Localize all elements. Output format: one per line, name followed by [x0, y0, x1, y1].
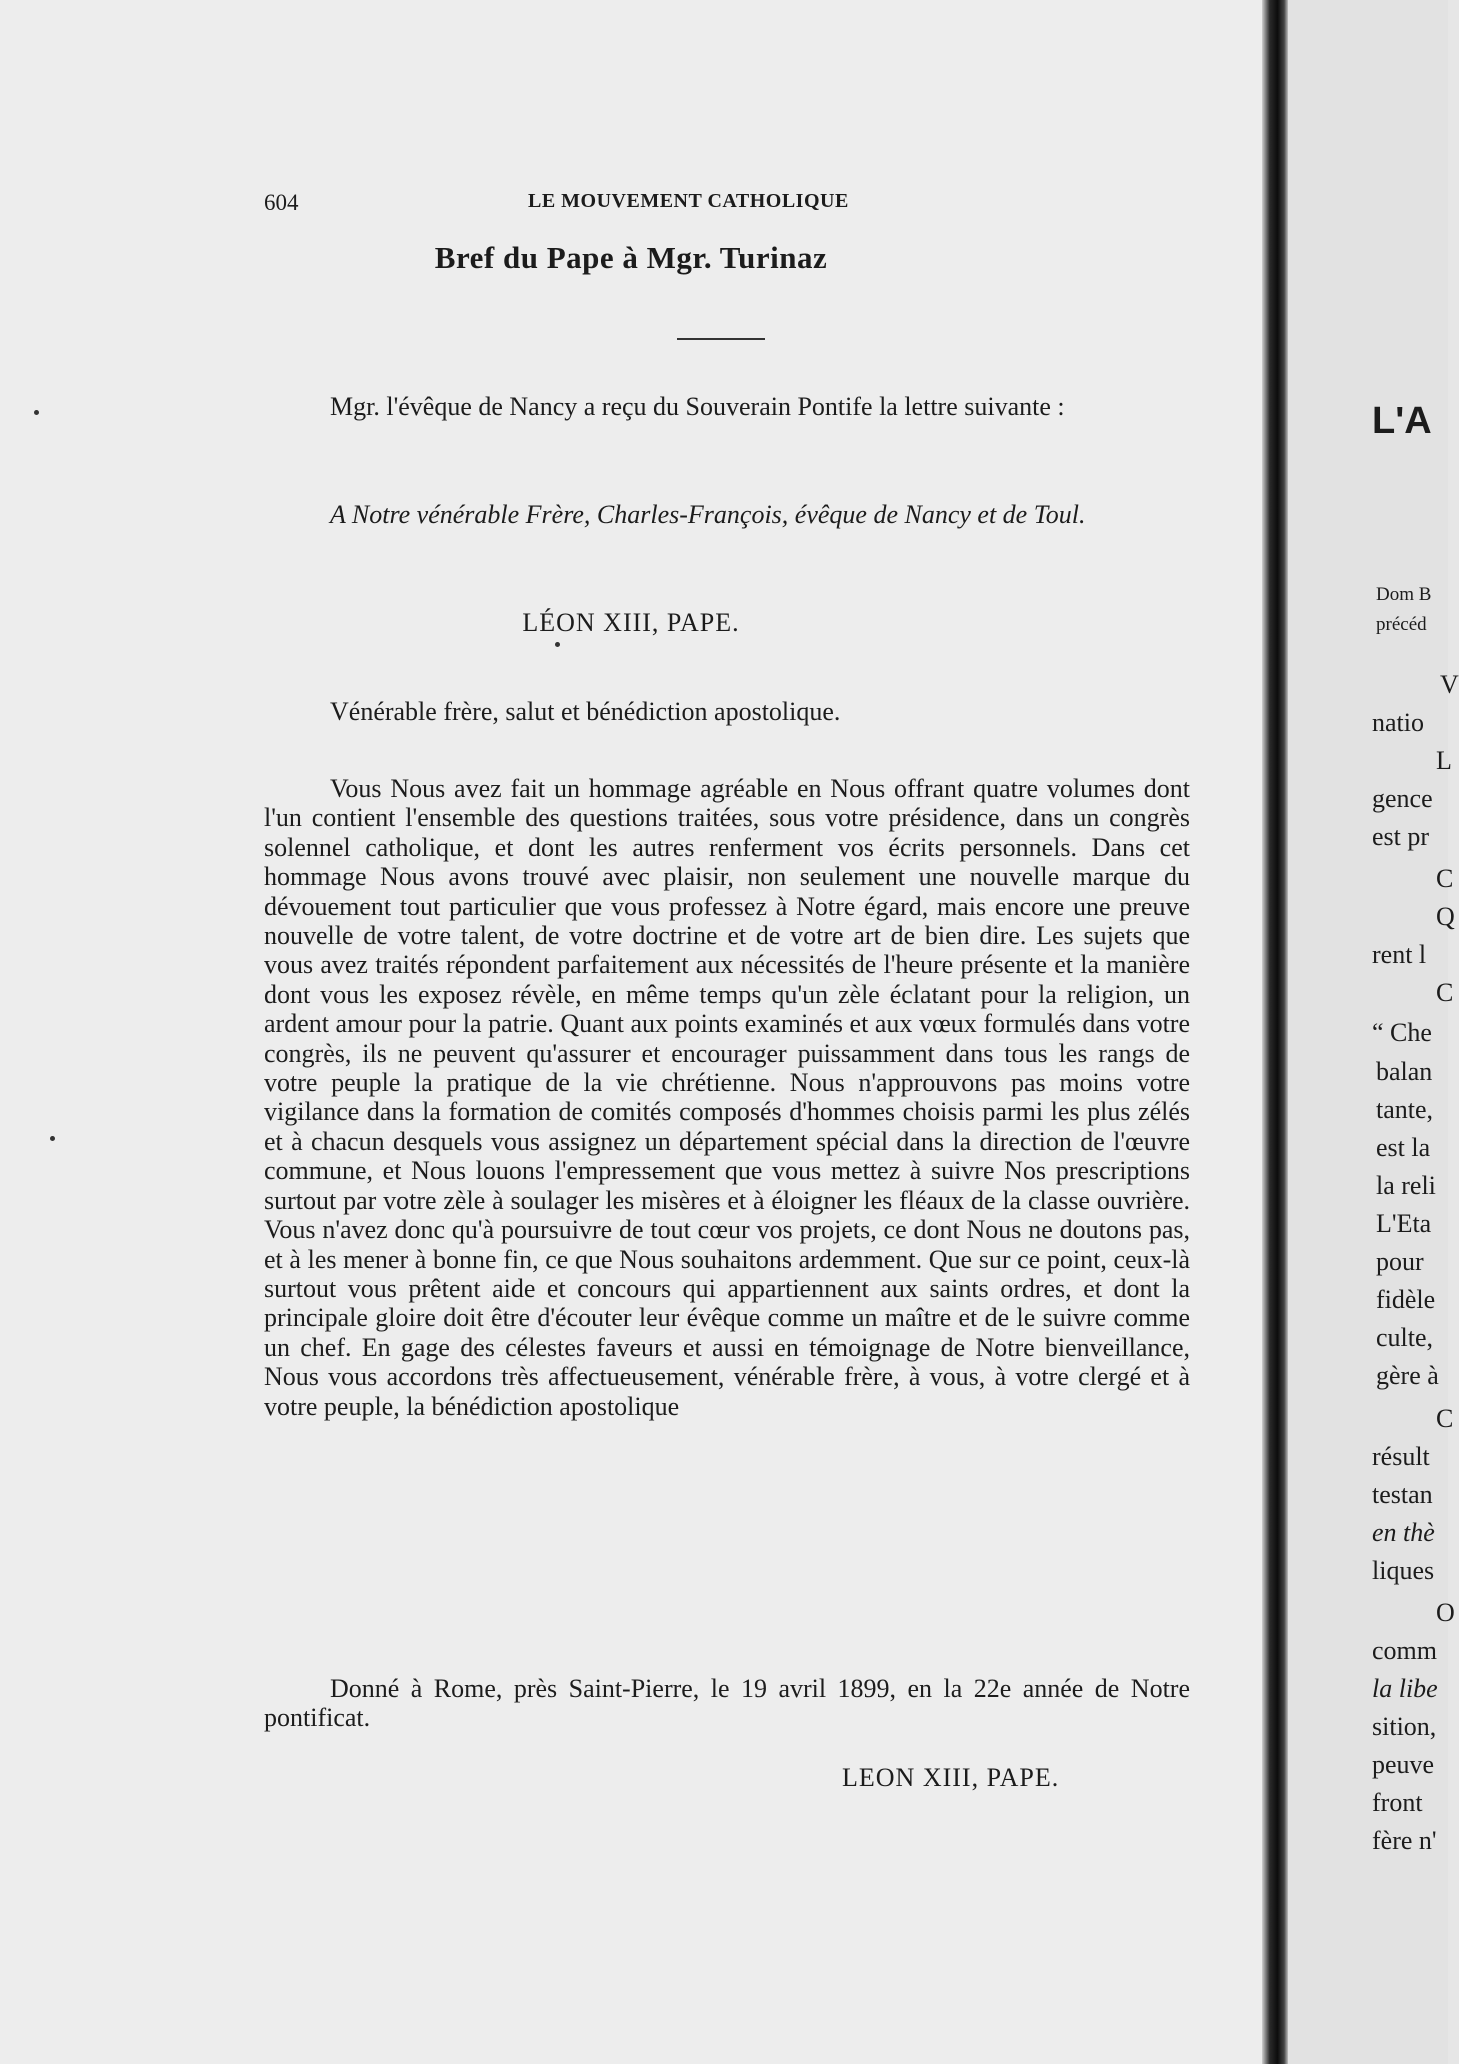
right-page-line: peuve — [1372, 1750, 1435, 1779]
right-page-line: C — [1436, 864, 1454, 893]
right-page-line: tante, — [1376, 1095, 1434, 1124]
right-page-line: C — [1436, 1404, 1454, 1433]
right-page-line: fidèle — [1376, 1285, 1436, 1314]
right-page-line: est pr — [1372, 822, 1430, 851]
title-divider — [677, 338, 765, 340]
right-page-line: Q — [1436, 902, 1455, 931]
right-page-line: pour — [1376, 1247, 1424, 1276]
right-page-line: rent l — [1372, 940, 1427, 969]
book-gutter — [1262, 0, 1288, 2064]
right-page-line: culte, — [1376, 1323, 1434, 1352]
page-number: 604 — [264, 190, 299, 215]
letter-body: Vous Nous avez fait un hommage agréable en Nous offrant quatre volumes dont l'un contient l'ensemble des questions traitées, sous votre présidence, dans un congrès solennel catholique, et dont les autres renferment vos écrits personnels. Dans cet hommage Nous avons trouvé avec plaisir, non seulement une nouvelle marque du dévouement tout particulier que vous professez à Notre égard, mais encore une preuve nouvelle de votre talent, de votre doctrine et de votre art de bien dire. Les sujets que vous avez traités répondent parfaitement aux nécessités de l'heure présente et la manière dont vous les exposez révèle, en même temps qu'un zèle éclatant pour la religion, un ardent amour pour la patrie. Quant aux points examinés et aux vœux formulés dans votre congrès, ils ne peuvent qu'assurer et encourager puissamment dans tous les rangs de votre peuple la pratique de la vie chrétienne. Nous n'approuvons pas moins votre vigilance dans la formation de comités composés d'hommes choisis parmi les plus zélés et à chacun desquels vous assignez un département spécial dans la direction de l'œuvre commune, et Nous louons l'empressement que vous mettez à suivre Nos prescriptions surtout par votre zèle à soulager les misères et à éloigner les fléaux de la classe ouvrière. Vous n'avez donc qu'à poursuivre de tout cœur vos projets, ce dont Nous ne doutons pas, et à les mener à bonne fin, ce que Nous souhaitons ardemment. Que sur ce point, ceux-là surtout vous prêtent aide et concours qui appartiennent aux saints ordres, et dont la principale gloire doit être d'écouter leur évêque comme un maître et de le suivre comme un chef. En gage des célestes faveurs et aussi en témoignage de Notre bienveillance, Nous vous accordons très affectueusement, vénérable frère, à vous, à votre clergé et à votre peuple, la bénédiction apostolique — [264, 774, 1190, 1421]
right-page-line: est la — [1376, 1133, 1431, 1162]
print-speck — [34, 410, 39, 415]
right-page-line: sition, — [1372, 1712, 1437, 1741]
print-speck — [555, 642, 560, 647]
right-page-heading: L'A — [1372, 400, 1432, 442]
print-speck — [50, 1136, 55, 1141]
right-page-line: “ Che — [1372, 1018, 1432, 1047]
right-page-line: V — [1440, 670, 1459, 699]
right-page-line: la libe — [1372, 1674, 1438, 1703]
sender-heading: LÉON XIII, PAPE. — [522, 608, 740, 637]
right-page-line: natio — [1372, 708, 1424, 737]
right-page-line: en thè — [1372, 1518, 1435, 1547]
right-page-line: testan — [1372, 1480, 1433, 1509]
right-page-line: front — [1372, 1788, 1423, 1817]
article-title: Bref du Pape à Mgr. Turinaz — [434, 240, 828, 275]
right-page-line: balan — [1376, 1057, 1433, 1086]
right-page-line: liques — [1372, 1556, 1435, 1585]
right-page-line: précéd — [1376, 614, 1427, 635]
right-page-line: comm — [1372, 1636, 1437, 1665]
right-page-line: la reli — [1376, 1171, 1436, 1200]
right-page-line: Dom B — [1376, 584, 1432, 605]
right-page-line: L'Eta — [1376, 1209, 1432, 1238]
running-head: LE MOUVEMENT CATHOLIQUE — [528, 190, 849, 212]
right-page-line: L — [1436, 746, 1452, 775]
right-page-line: gence — [1372, 784, 1433, 813]
right-page-line: résult — [1372, 1442, 1430, 1471]
greeting-line: Vénérable frère, salut et bénédiction apostolique. — [330, 697, 841, 726]
dedication-line: A Notre vénérable Frère, Charles-François, évêque de Nancy et de Toul. — [330, 500, 1086, 529]
signature: LEON XIII, PAPE. — [842, 1763, 1060, 1792]
right-page-line: fère n' — [1372, 1826, 1437, 1855]
right-page-line: C — [1436, 978, 1454, 1007]
right-page-line: O — [1436, 1598, 1455, 1627]
date-line: Donné à Rome, près Saint-Pierre, le 19 avril 1899, en la 22e année de Notre pontificat. — [264, 1674, 1190, 1732]
right-page-line: gère à — [1376, 1361, 1439, 1390]
intro-paragraph: Mgr. l'évêque de Nancy a reçu du Souverain Pontife la lettre suivante : — [330, 392, 1065, 421]
